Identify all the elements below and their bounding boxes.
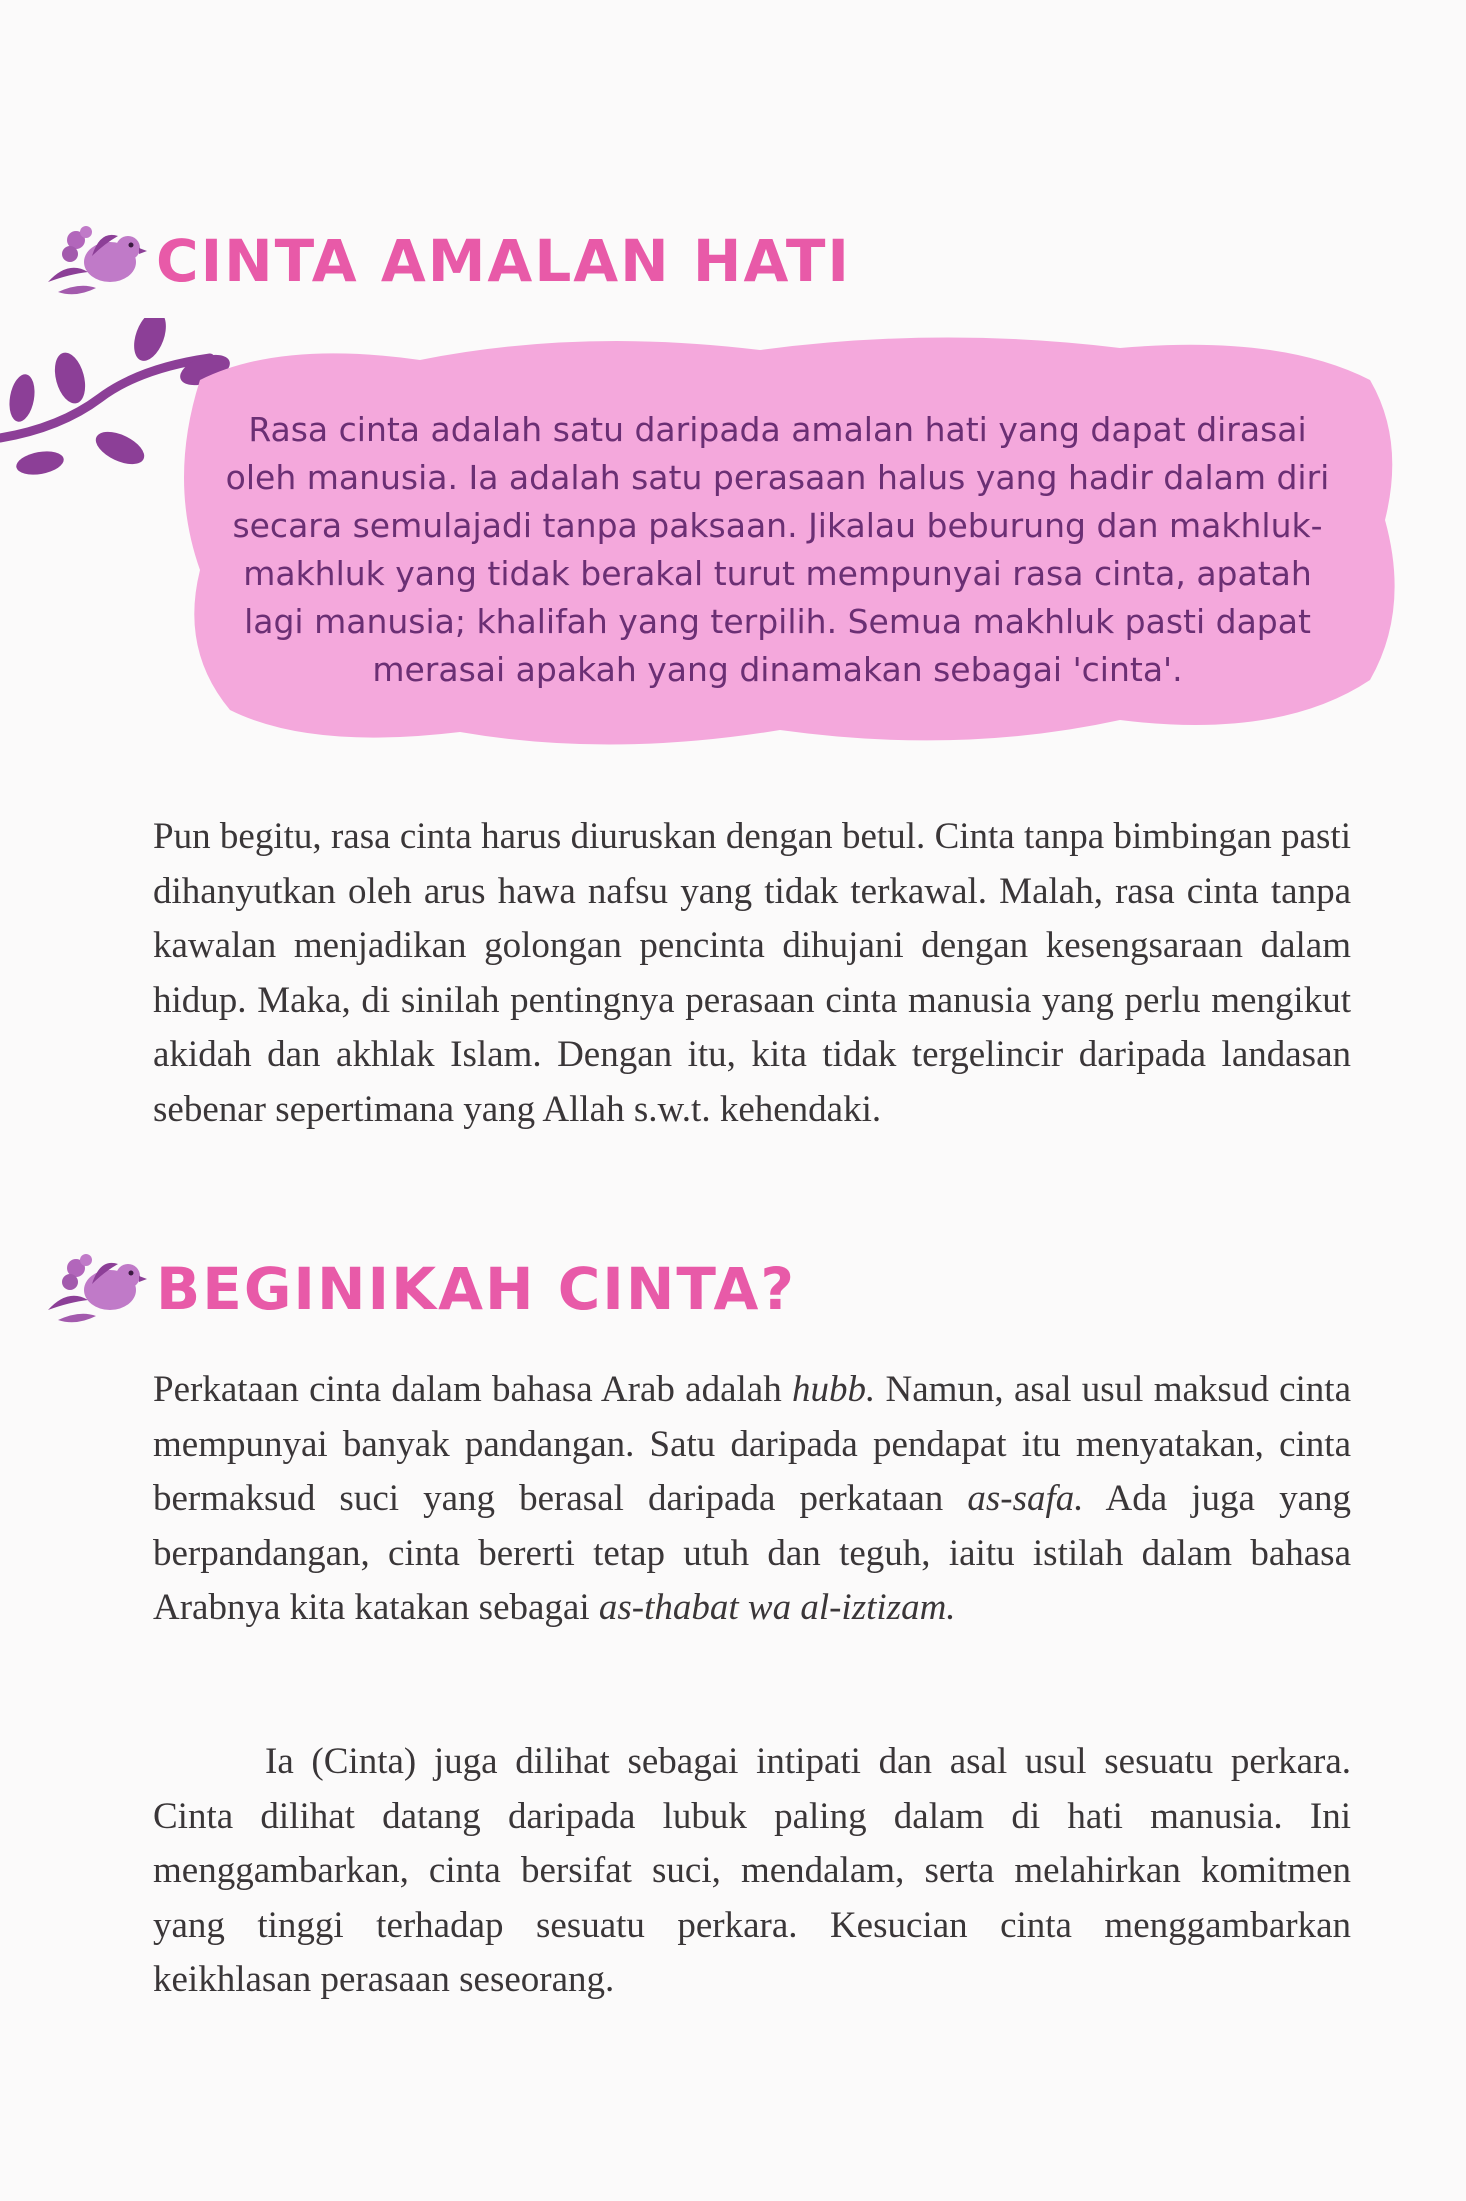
- heading-text: CINTA AMALAN HATI: [156, 227, 851, 295]
- callout-text: Rasa cinta adalah satu daripada amalan hati yang dapat dirasai oleh manusia. Ia adalah satu perasaan halus yang hadir dalam diri secara semulajadi tanpa paksaan. Jikalau beburung dan makhluk-makhluk yang tidak berakal turut mempunyai rasa cinta, apatah lagi manusia; khalifah yang terpilih. Semua makhluk pasti dapat merasai apakah yang dinamakan sebagai 'cinta'.: [225, 410, 1330, 689]
- heading-text: BEGINIKAH CINTA?: [156, 1255, 796, 1323]
- body-paragraph: Pun begitu, rasa cinta harus diuruskan dengan betul. Cinta tanpa bimbingan pasti dihanyutkan oleh arus hawa nafsu yang tidak terkawal. Malah, rasa cinta tanpa kawalan menjadikan golongan pencinta dihujani dengan kesengsaraan dalam hidup. Maka, di sinilah pentingnya perasaan cinta manusia yang perlu mengikut akidah dan akhlak Islam. Dengan itu, kita tidak tergelincir daripada landasan sebenar sepertimana yang Allah s.w.t. kehendaki.: [153, 816, 1351, 1130]
- section-heading-cinta-amalan-hati: [40, 222, 851, 300]
- text-run: Ada juga yang berpandangan, cinta bererti tetap utuh dan teguh, iaitu istilah dalam bahasa Arabnya kita katakan sebagai: [153, 1478, 1351, 1628]
- section-heading-beginikah-cinta: [40, 1250, 796, 1328]
- italic-term: as-safa.: [967, 1478, 1084, 1519]
- text-run: Namun, asal usul maksud cinta mempunyai banyak pandangan. Satu daripada pendapat itu menyatakan, cinta bermaksud suci yang berasal daripada perkataan: [153, 1369, 1351, 1519]
- body-paragraph: Ia (Cinta) juga dilihat sebagai intipati dan asal usul sesuatu perkara. Cinta dilihat datang daripada lubuk paling dalam di hati manusia. Ini menggambarkan, cinta bersifat suci, mendalam, serta melahirkan komitmen yang tinggi terhadap sesuatu perkara. Kesucian cinta menggambarkan keikhlasan perasaan seseorang.: [153, 1741, 1351, 2000]
- italic-term: as-thabat wa al-iztizam.: [598, 1587, 956, 1628]
- body-paragraph: [153, 1363, 1351, 1636]
- italic-term: hubb.: [791, 1369, 876, 1410]
- bird-flower-icon: [40, 1250, 150, 1328]
- text-run: Perkataan cinta dalam bahasa Arab adalah: [153, 1369, 792, 1410]
- bird-flower-icon: [40, 222, 150, 300]
